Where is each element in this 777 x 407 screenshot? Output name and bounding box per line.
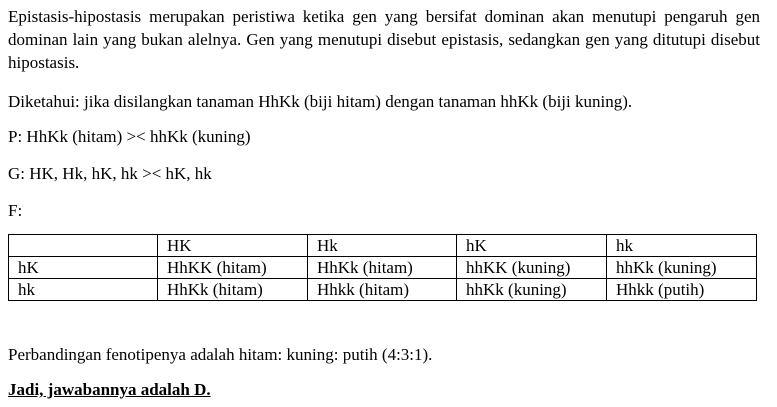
header-gamete-HK: HK xyxy=(158,235,308,257)
offspring-label: F: xyxy=(8,201,23,220)
phenotype-ratio-conclusion: Perbandingan fenotipenya adalah hitam: kuning: putih (4:3:1). xyxy=(8,345,433,364)
table-cell: Hhkk (hitam) xyxy=(308,279,457,301)
row-gamete-hk: hk xyxy=(9,279,158,301)
header-gamete-Hk: Hk xyxy=(308,235,457,257)
table-header-row xyxy=(9,235,757,257)
table-cell: hhKk (kuning) xyxy=(457,279,607,301)
table-corner-cell xyxy=(9,235,158,257)
table-cell: Hhkk (putih) xyxy=(607,279,757,301)
table-cell: hhKk (kuning) xyxy=(607,257,757,279)
final-answer: Jadi, jawabannya adalah D. xyxy=(8,380,211,399)
gametes-line: G: HK, Hk, hK, hk >< hK, hk xyxy=(8,164,212,183)
punnett-square-table xyxy=(8,234,757,301)
given-statement: Diketahui: jika disilangkan tanaman HhKk (biji hitam) dengan tanaman hhKk (biji kuning). xyxy=(8,92,633,111)
header-gamete-hK: hK xyxy=(457,235,607,257)
table-row xyxy=(9,279,757,301)
table-cell: hhKK (kuning) xyxy=(457,257,607,279)
row-gamete-hK: hK xyxy=(9,257,158,279)
table-cell: HhKk (hitam) xyxy=(308,257,457,279)
header-gamete-hk: hk xyxy=(607,235,757,257)
intro-paragraph: Epistasis-hipostasis merupakan peristiwa ketika gen yang bersifat dominan akan menutupi pengaruh gen dominan lain yang bukan alelnya. Gen yang menutupi disebut epistasis, sedangkan gen yang ditutupi disebut hipostasis. xyxy=(8,7,760,72)
table-row xyxy=(9,257,757,279)
table-cell: HhKK (hitam) xyxy=(158,257,308,279)
parent-cross: P: HhKk (hitam) >< hhKk (kuning) xyxy=(8,127,251,146)
table-cell: HhKk (hitam) xyxy=(158,279,308,301)
